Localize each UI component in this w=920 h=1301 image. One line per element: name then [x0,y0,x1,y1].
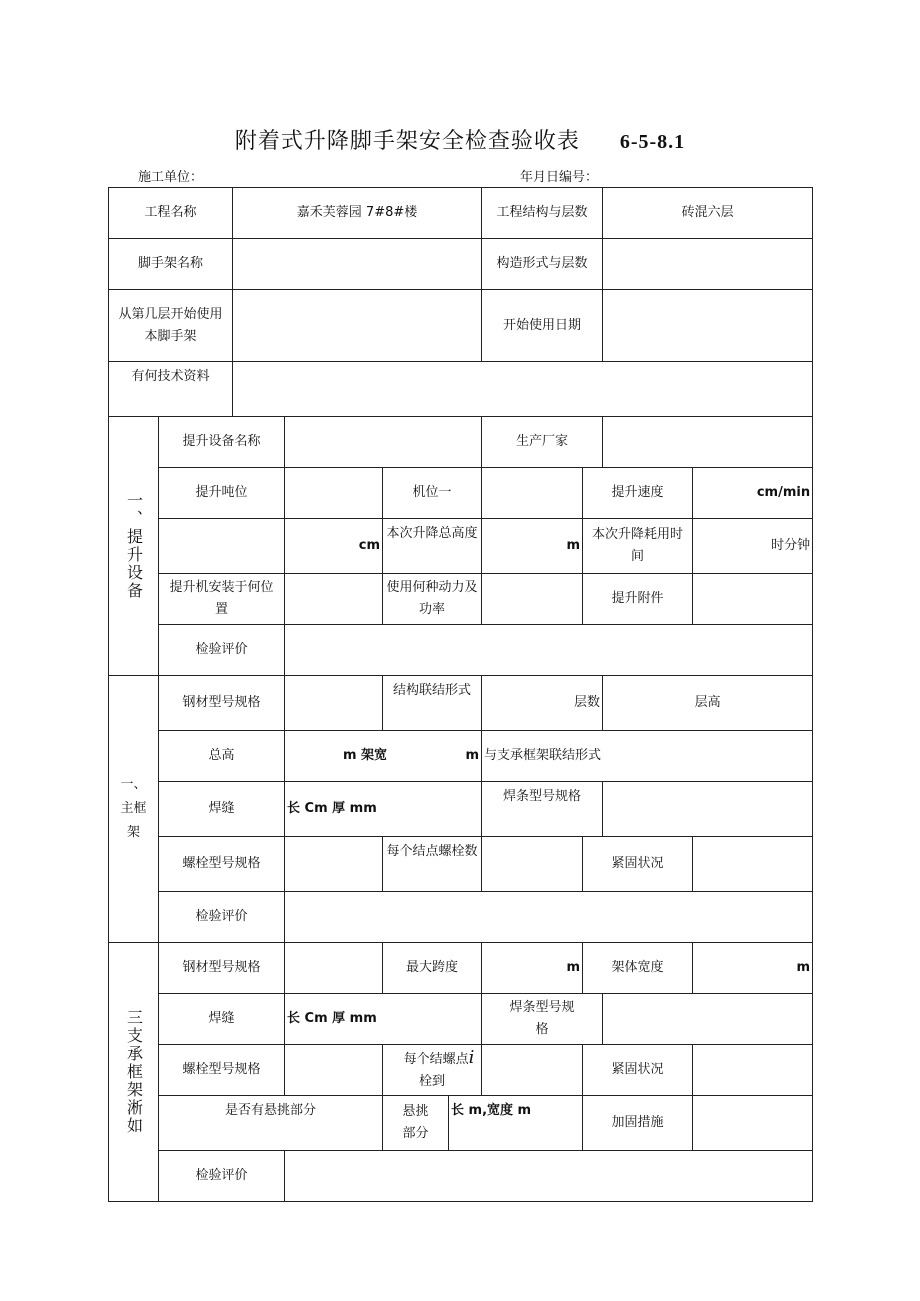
sec1-title-num: 一、 [124,492,144,528]
sec2-weld-label: 焊缝 [159,782,285,837]
structure-label: 工程结构与层数 [482,188,603,239]
tonnage-label: 提升吨位 [159,468,285,519]
sec2-title-text2: 架 [126,825,140,840]
total-height-unit[interactable]: m [482,519,583,574]
install-line1: 提升机安装于何位 [169,580,274,595]
construction-form-label: 构造形式与层数 [482,239,603,290]
sec2-bolt-spec-label: 螺栓型号规格 [159,837,285,892]
sec3-tightness-value[interactable] [693,1045,813,1096]
start-floor-value[interactable] [233,290,482,362]
sec3-rod-spec-label [482,994,603,1045]
bolts-per-node-value[interactable] [482,837,583,892]
sec3-title [109,943,159,1202]
manufacturer-label: 生产厂家 [482,417,603,468]
tonnage-extra[interactable] [159,519,285,574]
sec2-evaluation-value[interactable] [285,892,813,943]
project-name-label: 工程名称 [109,188,233,239]
cantilever-dims[interactable]: 长 m,宽度 m [449,1096,583,1151]
install-location-value[interactable] [285,574,383,625]
sec2-title-num: 一、 [120,777,147,792]
sec1-title-text: 提升设备 [124,528,144,600]
sec2-rod-spec-value[interactable] [603,782,813,837]
sec1-evaluation-label: 检验评价 [159,625,285,676]
cantilever-line2: 部分 [402,1126,429,1141]
power-line1: 使用何种动力及 [386,580,478,595]
form-code: 6-5-8.1 [619,131,686,153]
title-text: 附着式升降脚手架安全检查验收表 [234,129,580,154]
start-date-label: 开始使用日期 [482,290,603,362]
floor-height-label: 层高 [603,676,813,731]
floors-label: 层数 [482,676,603,731]
sec2-title-text: 主框 [120,801,147,816]
cm-unit[interactable]: cm [285,519,383,574]
sec3-tightness-label: 紧固状况 [583,1045,693,1096]
bolt-node-line2: 栓到 [419,1074,446,1089]
max-span-unit[interactable]: m [482,943,583,994]
page-title [0,124,920,155]
power-value[interactable] [482,574,583,625]
cantilever-label [383,1096,449,1151]
speed-label: 提升速度 [583,468,693,519]
install-line2: 置 [215,602,229,617]
sec3-bolt-spec-value[interactable] [285,1045,383,1096]
time-line2: 间 [631,549,645,564]
max-span-label: 最大跨度 [383,943,482,994]
cantilever-question: 是否有悬挑部分 [159,1096,383,1151]
sec3-steel-spec-value[interactable] [285,943,383,994]
bolts-per-node-label: 每个结点螺栓数 [383,837,482,892]
total-height-label: 本次升降总高度 [383,519,482,574]
structure-value[interactable]: 砖混六层 [603,188,813,239]
start-floor-line2: 本脚手架 [144,328,197,344]
sec2-tightness-label: 紧固状况 [583,837,693,892]
start-floor-label [109,290,233,362]
speed-unit[interactable]: cm/min [693,468,813,519]
time-line1: 本次升降耗用时 [592,527,684,542]
italic-i: i [468,1047,475,1068]
rod-spec-line2: 格 [535,1022,549,1037]
accessory-value[interactable] [693,574,813,625]
sec2-weld-dims[interactable]: 长 Cm 厚 mm [285,782,482,837]
reinforce-label: 加固措施 [583,1096,693,1151]
sec3-steel-spec-label: 钢材型号规格 [159,943,285,994]
sec3-rod-spec-value[interactable] [603,994,813,1045]
device-name-label: 提升设备名称 [159,417,285,468]
sec1-title [109,417,159,676]
inspection-table [108,187,813,1202]
frame-connection-label: 与支承框架联结形式 [482,731,813,782]
tonnage-value[interactable] [285,468,383,519]
sec1-evaluation-value[interactable] [285,625,813,676]
sec3-evaluation-label: 检验评价 [159,1151,285,1202]
bolt-node-line1: 每个结螺点i [403,1047,475,1068]
start-floor-line1: 从第几层开始使用 [118,306,223,322]
power-line2: 功率 [419,602,446,617]
sec2-title [109,676,159,943]
point-label: 点 [455,1052,469,1067]
manufacturer-value[interactable] [603,417,813,468]
m-unit: m [465,748,480,763]
start-date-value[interactable] [603,290,813,362]
sec3-weld-dims[interactable]: 长 Cm 厚 mm [285,994,482,1045]
scaffold-name-value[interactable] [233,239,482,290]
construction-form-value[interactable] [603,239,813,290]
scaffold-name-label: 脚手架名称 [109,239,233,290]
rod-spec-line1: 焊条型号规 [509,1000,575,1015]
frame-width-label-3: 架体宽度 [583,943,693,994]
sec2-total-height-label: 总高 [159,731,285,782]
position-label: 机位一 [383,468,482,519]
sec2-bolt-spec-value[interactable] [285,837,383,892]
date-number-label: 年月日编号： [520,170,599,185]
accessory-label: 提升附件 [583,574,693,625]
time-unit[interactable]: 时分钟 [693,519,813,574]
sec3-weld-label: 焊缝 [159,994,285,1045]
device-name-value[interactable] [285,417,482,468]
sec3-title-text: 三支承框架淅如 [124,1009,144,1135]
sec2-steel-spec-label: 钢材型号规格 [159,676,285,731]
bolt-node-value[interactable] [482,1045,583,1096]
tech-docs-value[interactable] [233,362,813,417]
bolt-node-label [383,1045,482,1096]
project-name-value[interactable]: 嘉禾芙蓉园 7#8#楼 [233,188,482,239]
unit-label: 施工单位： [138,170,204,185]
connection-form-label: 结构联结形式 [383,676,482,731]
tech-docs-label: 有何技术资料 [109,362,233,417]
sec2-evaluation-label: 检验评价 [159,892,285,943]
install-location-label [159,574,285,625]
sec2-steel-spec-value[interactable] [285,676,383,731]
position-value[interactable] [482,468,583,519]
time-label [583,519,693,574]
reinforce-value[interactable] [693,1096,813,1151]
sec2-tightness-value[interactable] [693,837,813,892]
sec3-evaluation-value[interactable] [285,1151,813,1202]
cantilever-line1: 悬挑 [402,1104,429,1119]
frame-width-label[interactable]: m 架宽 m [285,731,482,782]
power-label [383,574,482,625]
sec3-bolt-spec-label: 螺栓型号规格 [159,1045,285,1096]
sec2-rod-spec-label: 焊条型号规格 [482,782,603,837]
frame-width-unit[interactable]: m [693,943,813,994]
